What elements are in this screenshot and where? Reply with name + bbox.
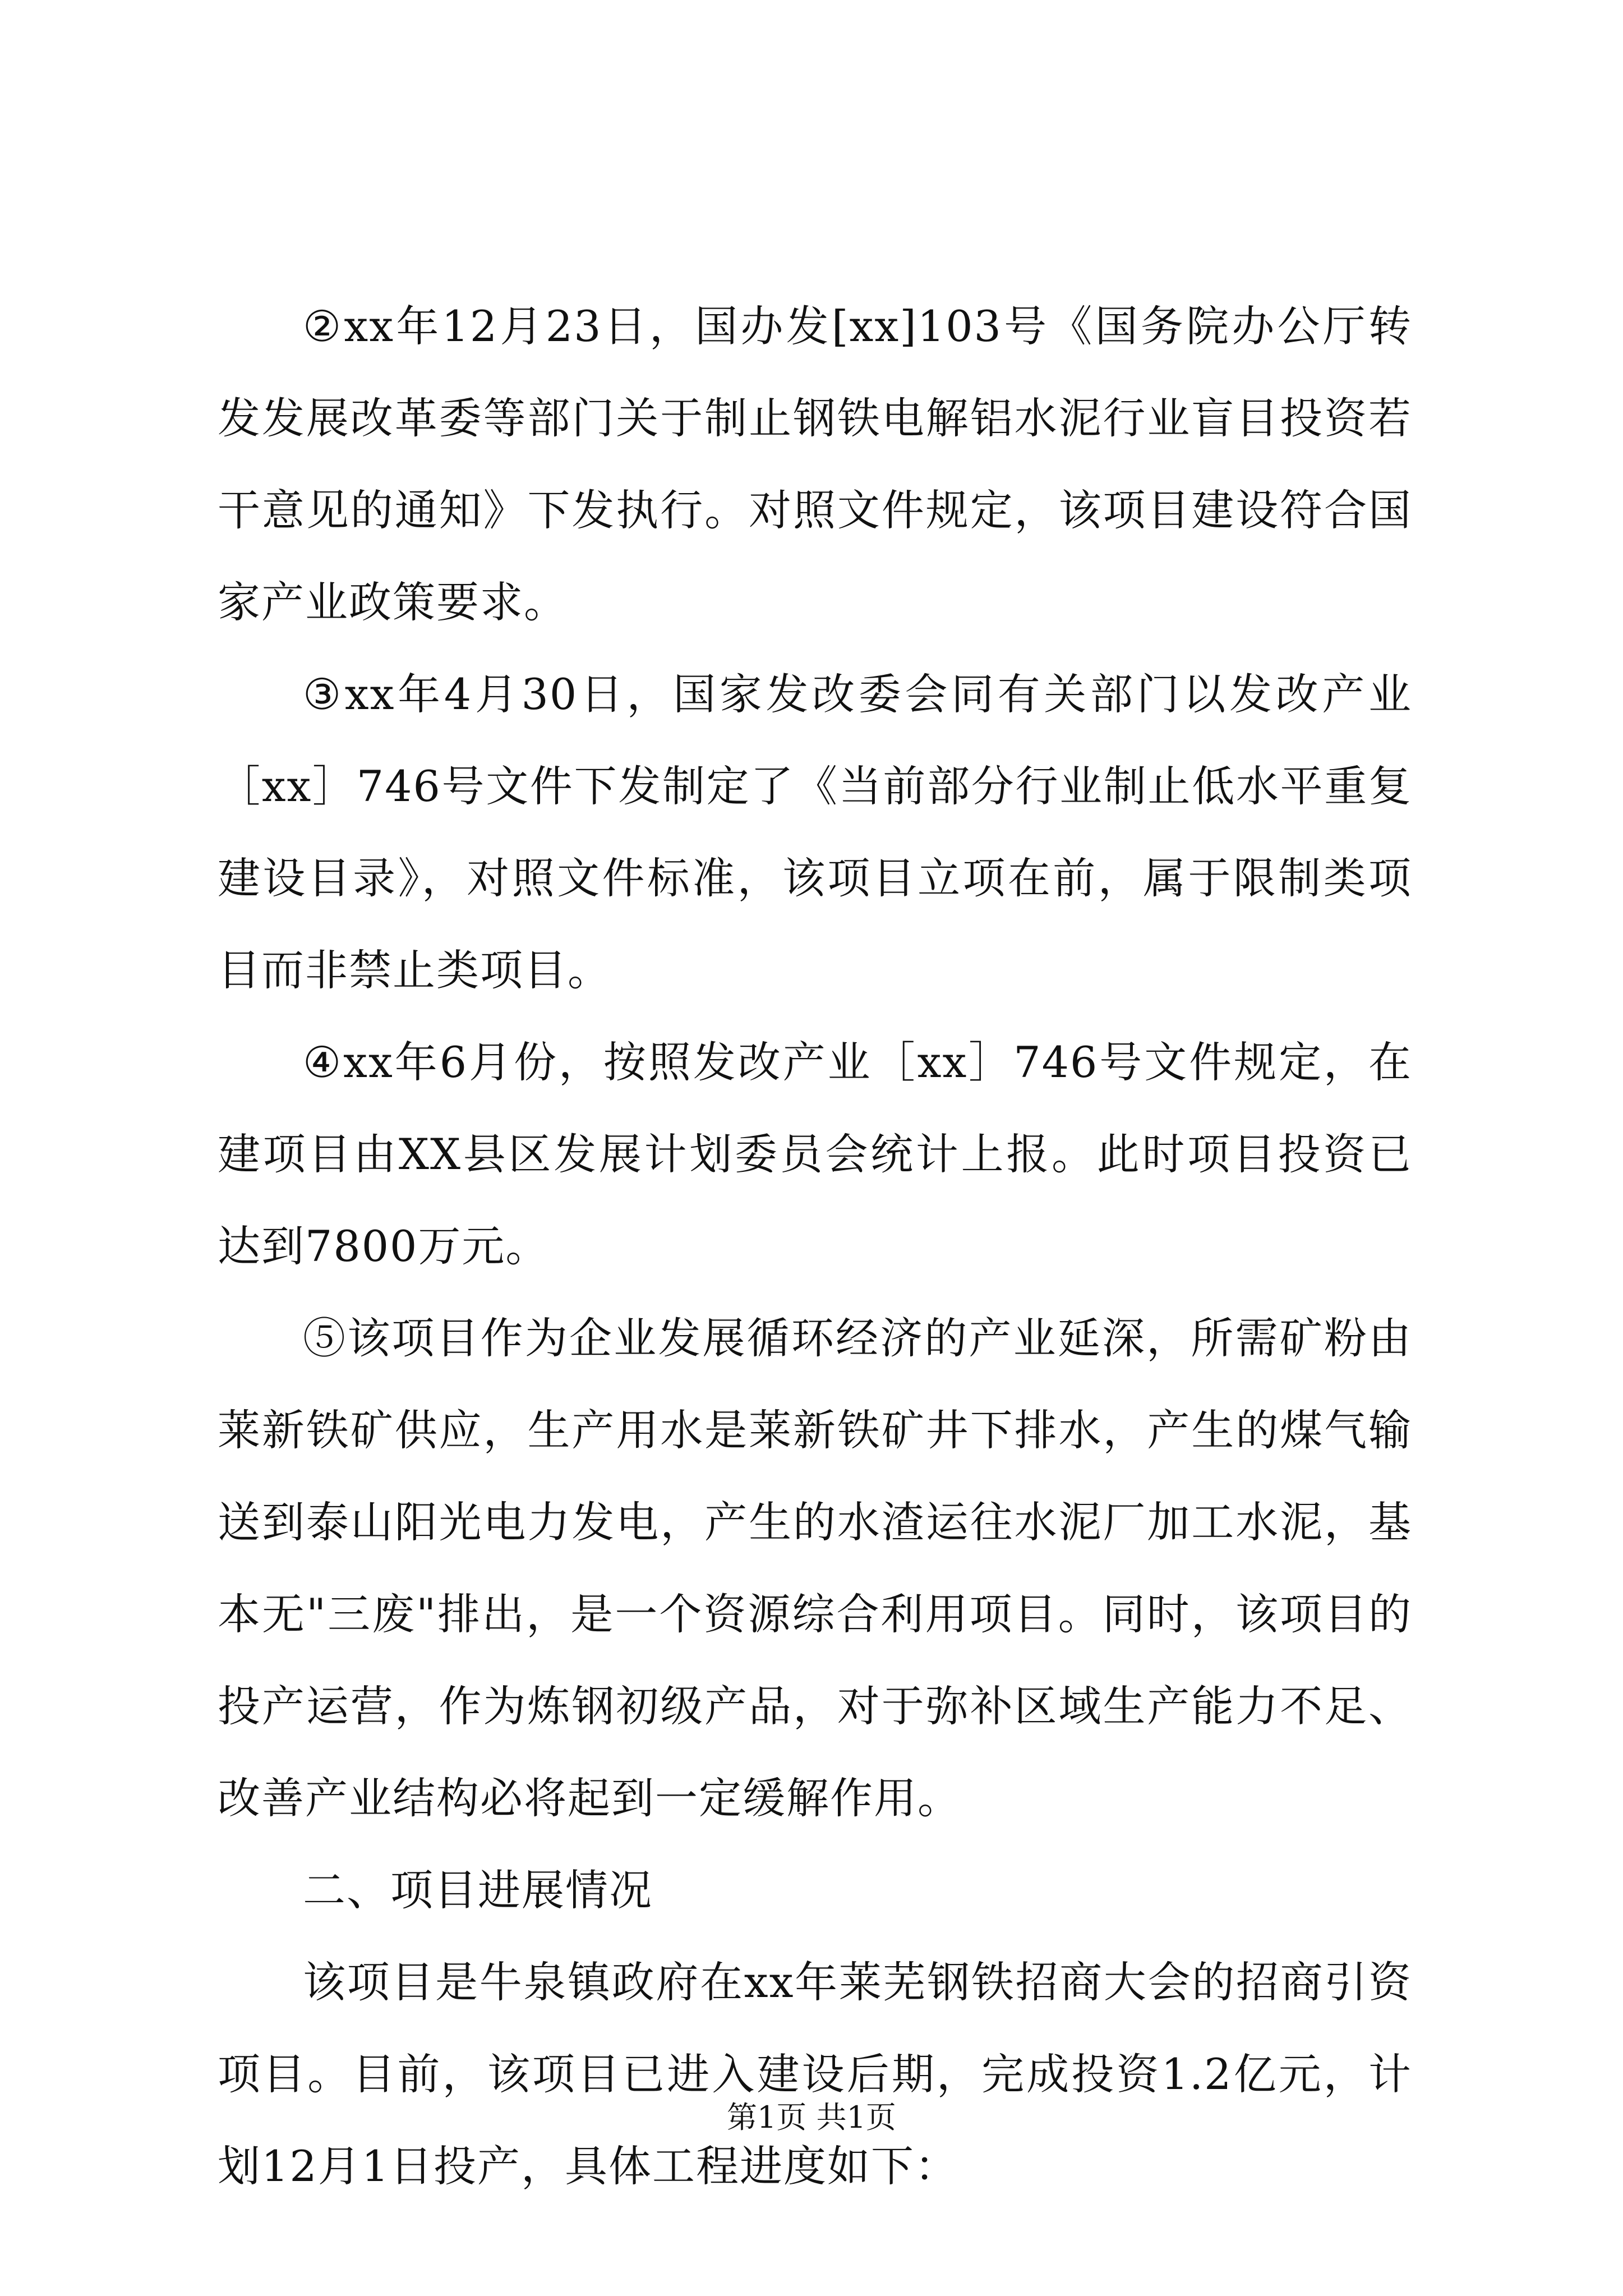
section-paragraph: 该项目是牛泉镇政府在xx年莱芜钢铁招商大会的招商引资项目。目前，该项目已进入建设后期，完成投资1.2亿元，计划12月1日投产，具体工程进度如下： [218,1957,1412,2191]
paragraph-2: ②xx年12月23日，国办发[xx]103号《国务院办公厅转发发展改革委等部门关于制止钢铁电解铝水泥行业盲目投资若干意见的通知》下发执行。对照文件规定，该项目建设符合国家产业政策要求。 [218,301,1412,627]
document-body [218,280,1412,2212]
paragraph-5: ⑤该项目作为企业发展循环经济的产业延深，所需矿粉由莱新铁矿供应，生产用水是莱新铁矿井下排水，产生的煤气输送到泰山阳光电力发电，产生的水渣运往水泥厂加工水泥，基本无"三废"排出，是一个资源综合利用项目。同时，该项目的投产运营，作为炼钢初级产品，对于弥补区域生产能力不足、改善产业结构必将起到一定缓解作用。 [218,1313,1412,1823]
paragraph-3: ③xx年4月30日，国家发改委会同有关部门以发改产业［xx］746号文件下发制定了《当前部分行业制止低水平重复建设目录》，对照文件标准，该项目立项在前，属于限制类项目而非禁止类项目。 [218,669,1412,995]
page-footer: 第1页 共1页 [727,2100,896,2135]
paragraph-4: ④xx年6月份，按照发改产业［xx］746号文件规定，在建项目由XX县区发展计划委员会统计上报。此时项目投资已达到7800万元。 [218,1037,1412,1271]
section-heading: 二、项目进展情况 [303,1865,653,1915]
